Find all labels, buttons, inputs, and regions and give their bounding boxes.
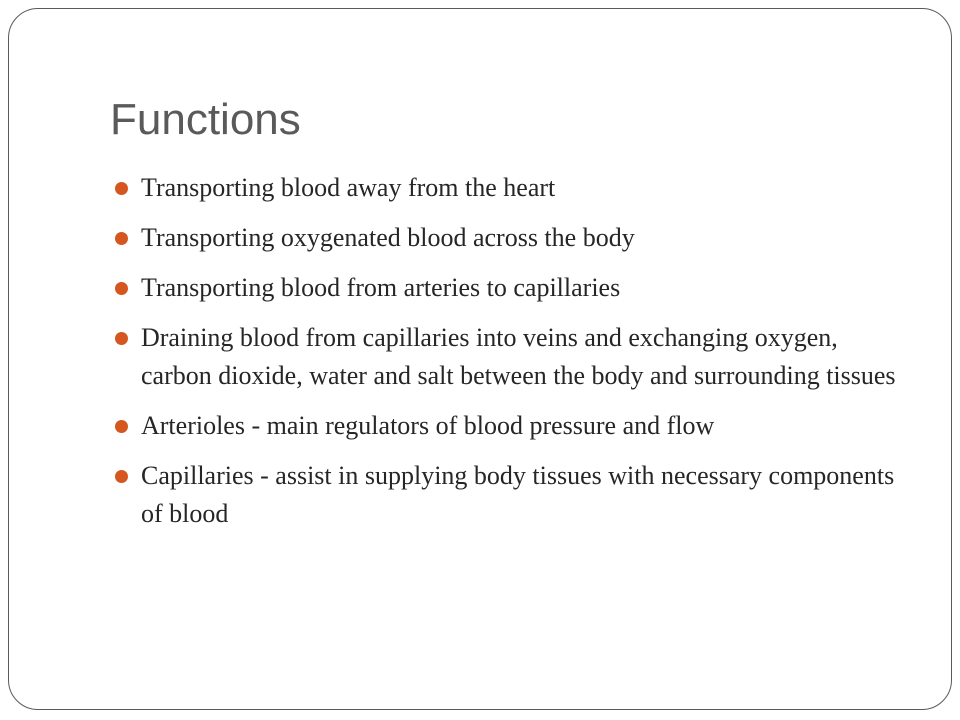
slide-title: Functions [110,95,301,144]
bullet-dot-icon [115,420,128,433]
bullet-text: Capillaries - assist in supplying body tissues with necessary components of blood [141,461,895,528]
list-item [115,319,905,395]
list-item [115,269,905,307]
bullet-dot-icon [115,470,128,483]
bullet-text: Draining blood from capillaries into veins and exchanging oxygen, carbon dioxide, water and salt between the body and surrounding tissues [141,323,896,390]
list-item [115,407,905,445]
bullet-text: Transporting blood away from the heart [141,173,556,202]
bullet-text: Arterioles - main regulators of blood pressure and flow [141,411,715,440]
bullet-list [115,169,905,545]
bullet-dot-icon [115,232,128,245]
bullet-text: Transporting blood from arteries to capillaries [141,273,621,302]
list-item [115,219,905,257]
list-item [115,169,905,207]
bullet-dot-icon [115,282,128,295]
slide-frame [8,8,952,710]
bullet-dot-icon [115,182,128,195]
bullet-dot-icon [115,332,128,345]
list-item [115,457,905,533]
bullet-text: Transporting oxygenated blood across the body [141,223,635,252]
